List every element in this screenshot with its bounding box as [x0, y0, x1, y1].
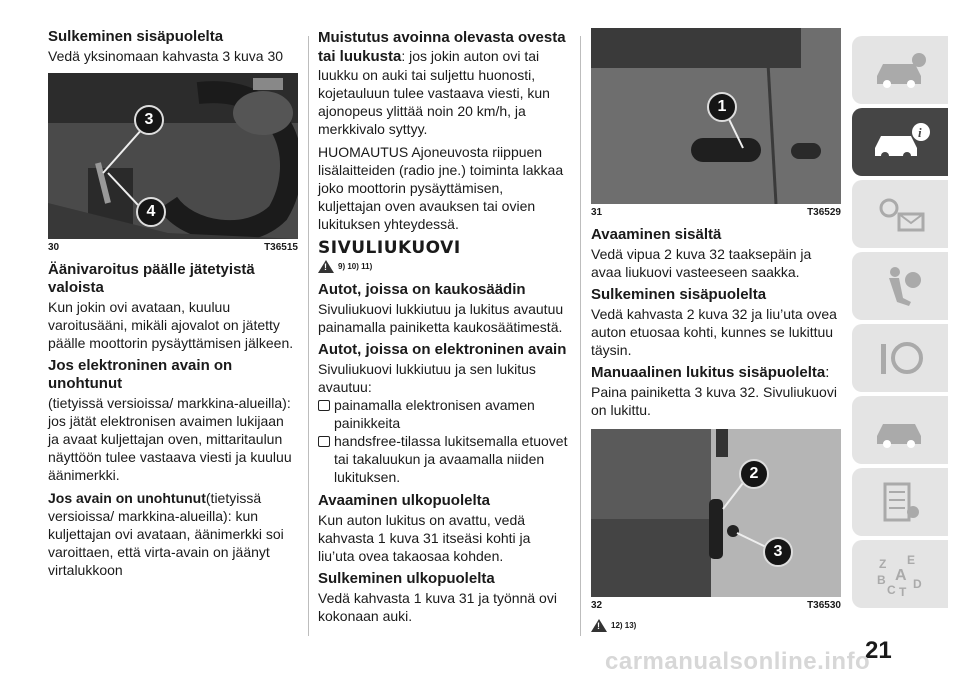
figure-number: 31 [591, 207, 603, 218]
figure-number: 30 [48, 242, 60, 253]
paragraph-key-forgotten [48, 489, 298, 579]
figure-code: T36530 [807, 600, 841, 611]
bullet-icon [318, 400, 330, 411]
figure-30-steering-wheel [48, 73, 298, 239]
callout-1: 1 [707, 92, 737, 122]
list-item [318, 432, 570, 486]
text-close-outside: Vedä kahvasta 1 kuva 31 ja työnnä ovi kokonaan auki. [318, 590, 557, 624]
heading-open-inside: Avaaminen sisältä [591, 226, 722, 243]
steering-wrench-icon [869, 334, 931, 382]
watermark: carmanualsonline.info [605, 648, 871, 675]
text-close-inside: Vedä yksinomaan kahvasta 3 kuva 30 [48, 48, 284, 64]
tab-specs[interactable] [852, 468, 948, 536]
warning-references [318, 260, 570, 273]
tab-car-info[interactable] [852, 36, 948, 104]
list-item-text: handsfree-tilassa lukitsemalla etuovet tai takaluukun ja avaamalla niiden lukituksen. [334, 433, 568, 485]
section-title: SIVULIUKUOVI [318, 238, 461, 258]
airbag-seat-icon [869, 262, 931, 310]
tab-dashboard-warnings[interactable] [852, 180, 948, 248]
index-letter: C [887, 583, 896, 597]
warning-refs-text: 12) 13) [611, 621, 637, 630]
callout-4: 4 [136, 197, 166, 227]
alphabet-index-icon [869, 550, 931, 598]
heading-electronic-key: Autot, joissa on elektroninen avain [318, 341, 567, 358]
callout-3: 3 [763, 537, 793, 567]
list-item [318, 396, 570, 432]
index-letter: D [913, 577, 922, 591]
paragraph-open-door [318, 28, 570, 138]
text-note: HUOMAUTUS Ajoneuvosta riippuen lisälaitteiden (radio jne.) toiminta lakkaa joko moottorin pysäyttämisen, kuljettajan oven avauksen tai ovien lukituksen yhteydessä. [318, 144, 564, 232]
heading-lights-buzzer: Äänivaroitus päälle jätetyistä valoista [48, 261, 255, 296]
chapter-tabs [852, 36, 948, 612]
list-item-text: painamalla elektronisen avamen painikkeita [334, 397, 535, 431]
tab-safety[interactable] [852, 252, 948, 320]
heading-electronic-key-forgotten: Jos elektroninen avain on unohtunut [48, 357, 233, 392]
text-open-door: : jos jokin auton ovi tai luukku on auki tai suljettu huonosti, kojetauluun tulee vastaava viesti, kun ajonopeus ylittää noin 20 km/h, ja merkkivalo syttyy. [318, 48, 550, 137]
column-left [48, 28, 298, 584]
text-open-outside: Kun auton lukitus on avattu, vedä kahvasta 1 kuva 31 itseäsi kohti ja liu’uta ovea takaosaa kohden. [318, 512, 531, 564]
text-manual-lock: Paina painiketta 3 kuva 32. Sivuliukuovi on lukittu. [591, 384, 837, 418]
figure-code: T36515 [264, 242, 298, 253]
text-key-forgotten: (tietyissä versioissa/ markkina-alueilla): kun kuljettajan ovi avataan, äänimerkki soi varoittaen, että virta-avain on jäänyt virtalukkoon [48, 490, 284, 578]
text-open-inside: Vedä vipua 2 kuva 32 taaksepäin ja avaa liukuovi vasteeseen saakka. [591, 246, 812, 280]
svg-text:i: i [918, 125, 922, 140]
column-right [591, 28, 841, 640]
figure-caption [591, 207, 841, 218]
column-divider [308, 36, 309, 636]
figure-caption [48, 242, 298, 253]
column-middle [318, 28, 570, 630]
index-letter: Z [879, 557, 887, 571]
callout-2: 2 [739, 459, 769, 489]
text-electronic-key-forgotten: (tietyissä versioissa/ markkina-alueilla): jos jätät elektronisen avaimen lukijaan ja avaat kuljettajan oven, mittaritaulun näyttöön tulee vastaava viesti ja kuuluu äänimerkki. [48, 395, 292, 483]
checklist-icon [869, 478, 931, 526]
heading-manual-lock [591, 364, 841, 382]
column-divider [580, 36, 581, 636]
inline-heading-key-forgotten: Jos avain on unohtunut [48, 490, 206, 506]
page-number: 21 [865, 637, 892, 664]
figure-code: T36529 [807, 207, 841, 218]
car-key-info-icon [869, 118, 931, 166]
figure-32-interior-handle [591, 429, 841, 597]
index-letter: E [907, 553, 916, 567]
bullet-icon [318, 436, 330, 447]
tab-car-key-info[interactable] [852, 108, 948, 176]
index-letter: B [877, 573, 886, 587]
steering-wheel-illustration [48, 73, 298, 239]
heading-close-inside: Sulkeminen sisäpuolelta [48, 28, 224, 45]
text-lights-buzzer: Kun jokin ovi avataan, kuuluu varoitusääni, mikäli ajovalot on jätetty päälle moottorin pysäyttämisen jälkeen. [48, 299, 294, 351]
index-letter: T [899, 585, 907, 598]
heading-colon: : [825, 364, 830, 381]
inline-heading-open-door: Muistutus avoinna olevasta ovesta tai luukusta [318, 29, 566, 65]
figure-number: 32 [591, 600, 603, 611]
car-service-icon [869, 406, 931, 454]
text-close-inside: Vedä kahvasta 2 kuva 32 ja liu’uta ovea auton etuosaa kohti, kunnes se lukittuu täysin. [591, 306, 837, 358]
heading-manual-lock-text: Manuaalinen lukitus sisäpuolelta [591, 364, 826, 381]
text-electronic-key: Sivuliukuovi lukkiutuu ja sen lukitus avautuu: [318, 361, 536, 395]
tab-driving[interactable] [852, 324, 948, 392]
warning-references [591, 619, 841, 632]
figure-caption [591, 600, 841, 611]
interior-handle-illustration [591, 429, 841, 597]
callout-3: 3 [134, 105, 164, 135]
warning-icon: ! [591, 619, 607, 632]
tab-service[interactable] [852, 396, 948, 464]
heading-remote: Autot, joissa on kaukosäädin [318, 281, 526, 298]
warning-refs-text: 9) 10) 11) [338, 262, 373, 271]
heading-close-outside: Sulkeminen ulkopuolelta [318, 570, 495, 587]
tab-index[interactable] [852, 540, 948, 608]
car-info-icon [869, 46, 931, 94]
heading-close-inside: Sulkeminen sisäpuolelta [591, 286, 767, 303]
dashboard-warning-icon [869, 190, 931, 238]
text-remote: Sivuliukuovi lukkiutuu ja lukitus avautuu painamalla painiketta kaukosäätimestä. [318, 301, 564, 335]
warning-icon: ! [318, 260, 334, 273]
heading-open-outside: Avaaminen ulkopuolelta [318, 492, 490, 509]
index-letter: A [895, 567, 907, 584]
figure-31-door-handle [591, 28, 841, 204]
